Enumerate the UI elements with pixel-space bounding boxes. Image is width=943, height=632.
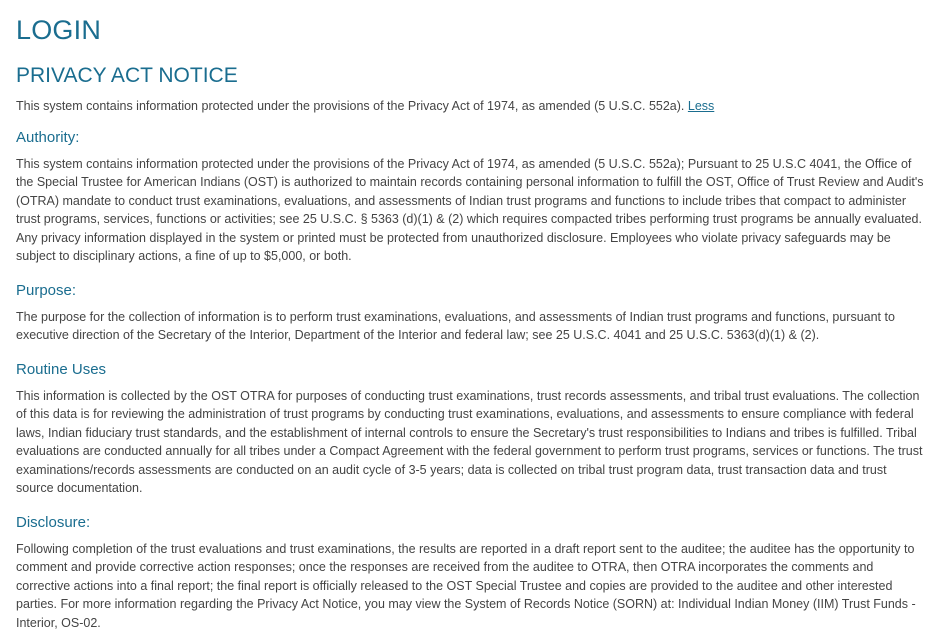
disclosure-heading: Disclosure: [16, 513, 91, 531]
disclosure-text: Following completion of the trust evaluations and trust examinations, the results are reported in a draft report sent to the auditee; the auditee has the opportunity to comment and provide corrective action responses; once the responses are received from the auditee to OTRA, then OTRA incorporates the comments and corrective actions into a final report; the final report is officially released to the OST Special Trustee and copies are provided to the auditee and other interested parties. For more information regarding the Privacy Act Notice, you may view the System of Records Notice (SORN) at: Individual Indian Money (IIM) Trust Funds - Interior, OS-02. [16, 541, 916, 630]
purpose-text: The purpose for the collection of information is to perform trust examinations, evaluations, and assessments of Indian trust programs and functions, pursuant to executive direction of the Secretary of the Interior, Department of the Interior and federal law; see 25 U.S.C. 4041 and 25 U.S.C. 5363(d)(1) & (2). [16, 309, 895, 343]
purpose-heading: Purpose: [16, 281, 77, 299]
privacy-act-intro-text: This system contains information protected under the provisions of the Privacy Act of 1974, as amended (5 U.S.C. 552a). [16, 98, 685, 113]
privacy-act-intro [16, 97, 927, 115]
purpose-section [16, 282, 927, 345]
privacy-act-notice-heading: PRIVACY ACT NOTICE [16, 63, 238, 87]
authority-text: This system contains information protected under the provisions of the Privacy Act of 1974, as amended (5 U.S.C. 552a); Pursuant to 25 U.S.C 4041, the Office of the Special Trustee for American Indians (OST) is authorized to maintain records containing personal information to fulfill the OST, Office of Trust Review and Audit's (OTRA) mandate to conduct trust examinations, evaluations, and assessments of Indian trust programs and functions to include tribes that compact to administer trust programs, services, functions or activities; see 25 U.S.C. § 5363 (d)(1) & (2) which requires compacted tribes performing trust programs be annually evaluated. Any privacy information displayed in the system or printed must be protected from unauthorized disclosure. Employees who violate privacy safeguards may be subject to disciplinary actions, a fine of up to $5,000, or both. [16, 156, 924, 264]
authority-heading: Authority: [16, 128, 80, 146]
routine-uses-section [16, 361, 927, 498]
routine-uses-heading: Routine Uses [16, 360, 107, 378]
authority-section [16, 129, 927, 266]
page-title: LOGIN [16, 15, 102, 45]
less-toggle-link[interactable]: Less [687, 98, 715, 113]
routine-uses-text: This information is collected by the OST OTRA for purposes of conducting trust examinations, trust records assessments, and tribal trust evaluations. The collection of this data is for reviewing the administration of trust programs by conducting trust examinations, evaluations, and assessments to ensure compliance with federal laws, Indian fiduciary trust standards, and the establishment of internal controls to ensure the Secretary's trust responsibilities to Indians and tribes is fulfilled. Tribal evaluations are conducted annually for all tribes under a Compact Agreement with the federal government to perform trust programs, services or functions. The trust examinations/records assessments are conducted on an audit cycle of 3-5 years; data is collected on tribal trust program data, trust transaction data and trust source documentation. [16, 388, 923, 496]
disclosure-section [16, 514, 927, 632]
